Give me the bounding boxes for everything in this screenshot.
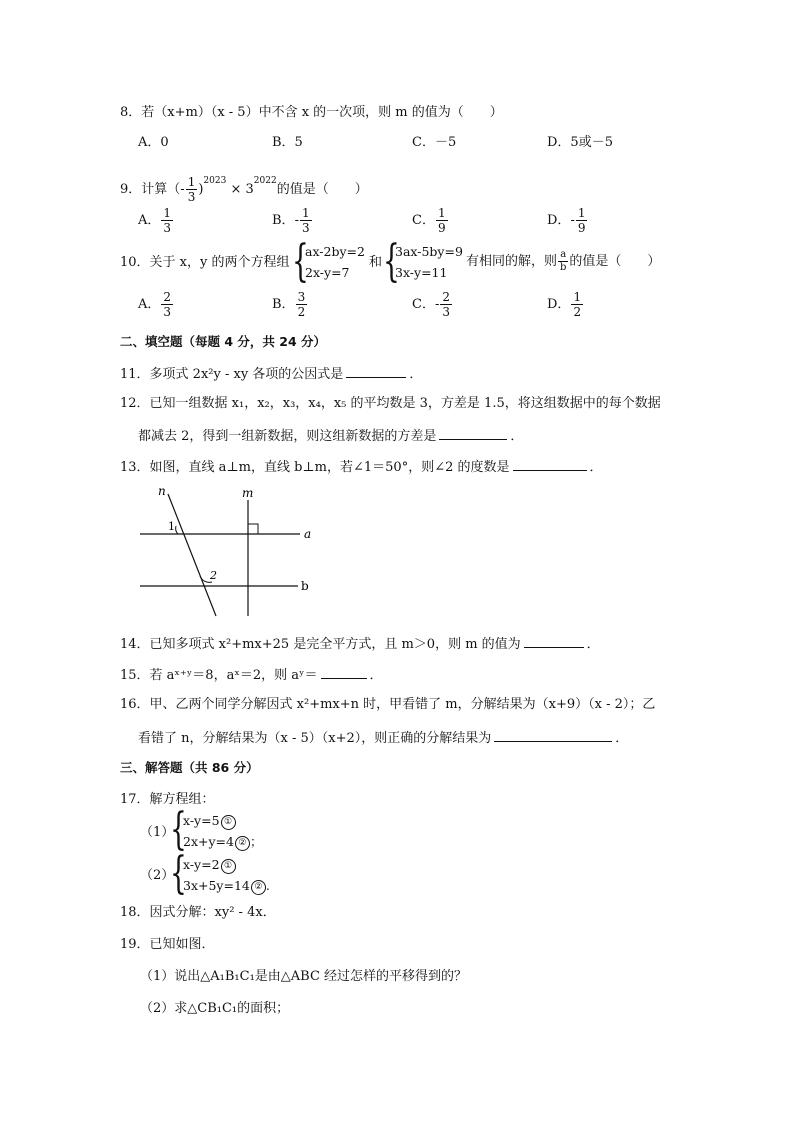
q18: 18．因式分解：xy² - 4x． — [120, 905, 276, 920]
q10-option-d: D． $\frac{1}{2}$ — [547, 290, 582, 319]
label-n: n — [158, 484, 166, 498]
q17-part1-system: x-y=5 ① 2x+y=4 ② ； — [183, 813, 263, 849]
q12-line1: 12．已知一组数据 x₁，x₂，x₃，x₄，x₅ 的平均数是 3，方差是 1.5，将这组数据中的每个数据 — [120, 396, 661, 411]
q8-stem: 8．若（x+m）（x - 5）中不含 x 的一次项，则 m 的值为（ ） — [120, 105, 503, 120]
q8-option-d: D．5或－5 — [547, 135, 613, 150]
circled-1: ① — [221, 815, 236, 830]
q10-and: 和 — [369, 255, 383, 270]
q15-blank — [321, 664, 367, 679]
q10-system-2-eq2: 3x-y=11 — [395, 265, 448, 280]
q14: 14．已知多项式 x²+mx+25 是完全平方式，且 m＞0，则 m 的值为 ． — [120, 633, 600, 655]
q13: 13．如图，直线 a⊥m，直线 b⊥m，若∠1＝50°，则∠2 的度数是 ． — [120, 456, 603, 478]
q10-option-c: C．- $\frac{2}{3}$ — [412, 290, 450, 319]
q19-title: 19．已知如图． — [120, 937, 215, 952]
q19-part2: （2）求△CB₁C₁的面积； — [140, 1001, 290, 1016]
label-m: m — [242, 486, 254, 500]
label-b: b — [301, 579, 309, 593]
q10-system-1-eq2: 2x-y=7 — [305, 265, 350, 280]
q9-option-a: A． $\frac{1}{3}$ — [138, 206, 172, 235]
label-angle-1: 1 — [168, 520, 175, 533]
q17-part1-eq2: 2x+y=4 — [183, 834, 234, 849]
section-2-heading: 二、填空题（每题 4 分，共 24 分） — [120, 334, 327, 349]
q9-stem: 9．计算（- $\frac{1}{3}$ )$^{2023} \times 3^{2022}$的值是（ ） — [120, 175, 368, 204]
q16-line1: 16．甲、乙两个同学分解因式 x²+mx+n 时，甲看错了 m，分解结果为（x+9）（x - 2）；乙 — [120, 697, 656, 712]
angle-1-arc — [176, 526, 178, 534]
q8-option-a: A．0 — [138, 135, 169, 150]
q9-option-c: C． $\frac{1}{9}$ — [412, 206, 446, 235]
section-3-heading: 三、解答题（共 86 分） — [120, 760, 259, 775]
q19-part1: （1）说出△A₁B₁C₁是由△ABC 经过怎样的平移得到的？ — [140, 969, 468, 984]
q8-option-b: B．5 — [272, 135, 303, 150]
q17-part2-eq2: 3x+5y=14 — [183, 878, 250, 893]
circled-2: ② — [251, 880, 266, 895]
q10-system-1-eq1: ax-2by=2 — [305, 244, 365, 259]
q14-blank — [524, 633, 584, 648]
circled-1: ① — [221, 859, 236, 874]
q9-option-b: B．- $\frac{1}{3}$ — [272, 206, 310, 235]
q12-blank — [439, 425, 507, 440]
q17-part2-system: x-y=2 ① 3x+5y=14 ② . — [183, 857, 270, 893]
label-a: a — [304, 527, 312, 541]
q10-option-a: A． $\frac{2}{3}$ — [138, 290, 172, 319]
q10-system-2 — [395, 241, 463, 283]
q10-brace-1: { — [292, 236, 309, 287]
q10-system-1 — [305, 241, 365, 283]
q17-part2-brace: { — [170, 848, 187, 899]
q15: 15．若 aˣ⁺ʸ＝8，aˣ＝2，则 aʸ＝ ． — [120, 664, 383, 686]
q17-part1-brace: { — [170, 804, 187, 855]
right-angle-mark — [248, 524, 258, 534]
q10-brace-2: { — [383, 236, 400, 287]
q11-blank — [346, 363, 406, 378]
q17-part2-label: （2） — [140, 868, 175, 883]
q12-line2: 都减去 2，得到一组新数据，则这组新数据的方差是 ． — [138, 425, 523, 447]
q10-option-b: B． $\frac{3}{2}$ — [272, 290, 306, 319]
q16-line2: 看错了 n，分解结果为（x - 5）（x+2），则正确的分解结果为 ． — [138, 727, 628, 749]
circled-2: ② — [235, 836, 250, 851]
q17-part1-label: （1） — [140, 825, 175, 840]
q17-part1-eq1: x-y=5 — [183, 813, 220, 828]
q10-system-2-eq1: 3ax-5by=9 — [395, 244, 463, 259]
q10-prefix: 10．关于 x，y 的两个方程组 — [120, 255, 290, 270]
q9-option-d: D．- $\frac{1}{9}$ — [547, 206, 586, 235]
q13-blank — [513, 456, 587, 471]
q16-blank — [494, 727, 612, 742]
q17-title: 17．解方程组： — [120, 792, 215, 807]
q8-option-c: C．－5 — [412, 135, 457, 150]
q10-tail: 有相同的解，则 $\frac{a}{b}$ 的值是（ ） — [466, 249, 661, 273]
q13-figure — [130, 482, 330, 622]
label-angle-2: 2 — [210, 569, 217, 582]
q17-part2-eq1: x-y=2 — [183, 857, 220, 872]
q11: 11．多项式 2x²y - xy 各项的公因式是 ． — [120, 363, 422, 385]
line-n — [168, 494, 216, 616]
